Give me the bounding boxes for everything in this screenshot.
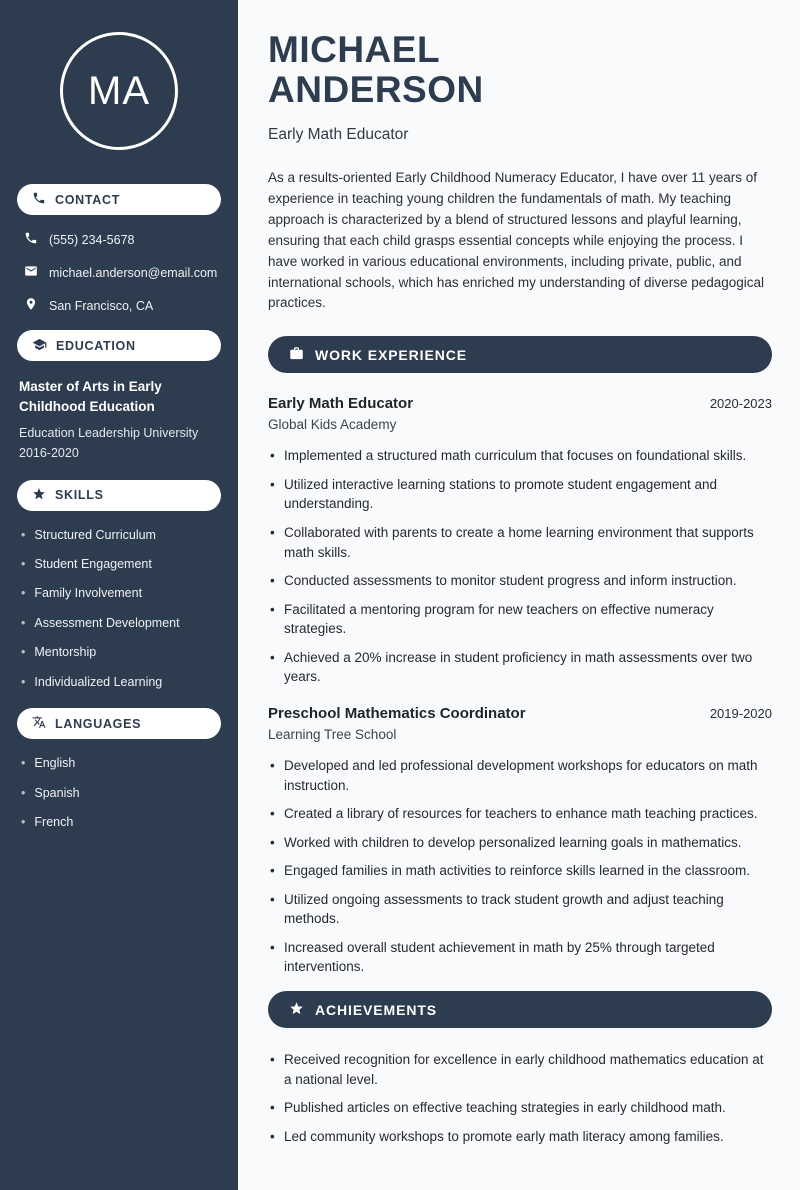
main-content (238, 0, 800, 1190)
job-bullet: • Created a library of resources for teachers to enhance math teaching practices. (268, 804, 772, 824)
contact-phone (24, 231, 221, 248)
achievement-bullet: • Led community workshops to promote early math literacy among families. (268, 1127, 772, 1147)
skill-item (21, 527, 221, 544)
job-title: Early Math Educator (268, 395, 414, 413)
job-company: Learning Tree School (268, 726, 397, 742)
location-value: San Francisco, CA (49, 298, 154, 313)
skill-label: Structured Curriculum (34, 527, 156, 542)
bullet-dot: • (21, 586, 26, 601)
job-bullet: • Collaborated with parents to create a home learning environment that supports math skills. (268, 523, 772, 562)
bullet-dot: • (21, 645, 26, 660)
phone-icon (24, 231, 38, 248)
job-company: Global Kids Academy (268, 417, 397, 433)
education-entry (19, 377, 219, 460)
languages-section-header (17, 708, 221, 739)
bullet-dot: • (21, 674, 26, 689)
job-bullet-list (268, 446, 772, 687)
location-icon (24, 297, 38, 314)
achievements-list (268, 1050, 772, 1146)
job-entry (268, 395, 772, 687)
sidebar (0, 0, 238, 1190)
job-header (268, 705, 772, 722)
education-school: Education Leadership University (19, 426, 199, 441)
skill-item (21, 615, 221, 632)
language-item (21, 755, 221, 772)
skill-label: Assessment Development (34, 615, 180, 630)
languages-list (21, 755, 221, 831)
job-title: Preschool Mathematics Coordinator (268, 704, 526, 722)
skills-section-header (17, 480, 221, 511)
last-name: ANDERSON (268, 68, 484, 110)
first-name: MICHAEL (268, 29, 441, 70)
language-item (21, 814, 221, 831)
skill-item (21, 644, 221, 661)
skill-label: Individualized Learning (34, 674, 163, 689)
job-bullet: • Implemented a structured math curriculum that focuses on foundational skills. (268, 446, 772, 466)
achievement-bullet: • Received recognition for excellence in early childhood mathematics education at a national level. (268, 1050, 772, 1089)
language-label: Spanish (34, 785, 80, 800)
bullet-dot: • (21, 756, 26, 771)
email-icon (24, 264, 38, 281)
skills-list (21, 527, 221, 691)
contact-heading: CONTACT (55, 192, 121, 207)
achievements-heading: ACHIEVEMENTS (315, 1001, 438, 1018)
education-section-header (17, 330, 221, 361)
achievement-bullet: • Published articles on effective teaching strategies in early childhood math. (268, 1098, 772, 1118)
phone-icon (32, 191, 46, 208)
contact-location (24, 297, 221, 314)
person-name (268, 30, 772, 110)
avatar-initials: MA (88, 68, 150, 113)
skill-item (21, 556, 221, 573)
graduation-cap-icon (32, 337, 47, 355)
language-label: English (34, 756, 76, 771)
bullet-dot: • (21, 527, 26, 542)
briefcase-icon (289, 346, 304, 364)
contact-email (24, 264, 221, 281)
job-bullet: • Developed and led professional development workshops for educators on math instruction. (268, 756, 772, 795)
star-icon (289, 1001, 304, 1019)
job-bullet: • Increased overall student achievement in math by 25% through targeted interventions. (268, 938, 772, 977)
job-entry (268, 705, 772, 977)
bullet-dot: • (21, 785, 26, 800)
bullet-dot: • (21, 615, 26, 630)
phone-value: (555) 234-5678 (49, 232, 135, 247)
email-value: michael.anderson@email.com (49, 265, 218, 280)
job-bullet: • Utilized interactive learning stations to promote student engagement and understanding. (268, 475, 772, 514)
job-dates: 2020-2023 (709, 396, 772, 412)
education-degree: Master of Arts in Early Childhood Education (19, 379, 162, 414)
person-title: Early Math Educator (268, 125, 409, 143)
skill-label: Student Engagement (34, 557, 152, 571)
job-bullet-list (268, 756, 772, 977)
job-bullet: • Worked with children to develop personalized learning goals in mathematics. (268, 833, 772, 853)
job-bullet: • Conducted assessments to monitor student progress and inform instruction. (268, 571, 772, 591)
skills-heading: SKILLS (55, 488, 104, 503)
language-label: French (34, 815, 74, 830)
bullet-dot: • (21, 815, 26, 830)
education-years: 2016-2020 (19, 445, 79, 460)
summary-paragraph: As a results-oriented Early Childhood Numeracy Educator, I have over 11 years of experience in teaching young children the fundamentals of math. My teaching approach is characterized by a blend of structured lessons and playful learning, ensuring that each child grasps essential concepts while enjoying the process. I have worked in various educational environments, including private, public, and international schools, which has enriched my understanding of diverse pedagogical practices. (268, 169, 765, 311)
job-bullet: • Engaged families in math activities to reinforce skills learned in the classroom. (268, 861, 772, 881)
contact-section-header (17, 184, 221, 215)
job-header (268, 395, 772, 412)
education-heading: EDUCATION (56, 338, 136, 353)
translate-icon (32, 715, 46, 732)
job-bullet: • Facilitated a mentoring program for new teachers on effective numeracy strategies. (268, 600, 772, 639)
skill-label: Mentorship (34, 645, 97, 660)
job-bullet: • Achieved a 20% increase in student proficiency in math assessments over two years. (268, 648, 772, 687)
job-bullet: • Utilized ongoing assessments to track student growth and adjust teaching methods. (268, 890, 772, 929)
work-experience-section-header (268, 336, 772, 373)
skill-item (21, 674, 221, 691)
skill-label: Family Involvement (34, 586, 143, 601)
job-dates: 2019-2020 (709, 705, 772, 721)
avatar (60, 32, 178, 150)
skill-item (21, 585, 221, 602)
bullet-dot: • (21, 557, 26, 571)
language-item (21, 785, 221, 802)
star-icon (32, 487, 46, 504)
achievements-section-header (268, 991, 772, 1028)
work-experience-heading: WORK EXPERIENCE (315, 346, 467, 363)
languages-heading: LANGUAGES (55, 716, 142, 731)
